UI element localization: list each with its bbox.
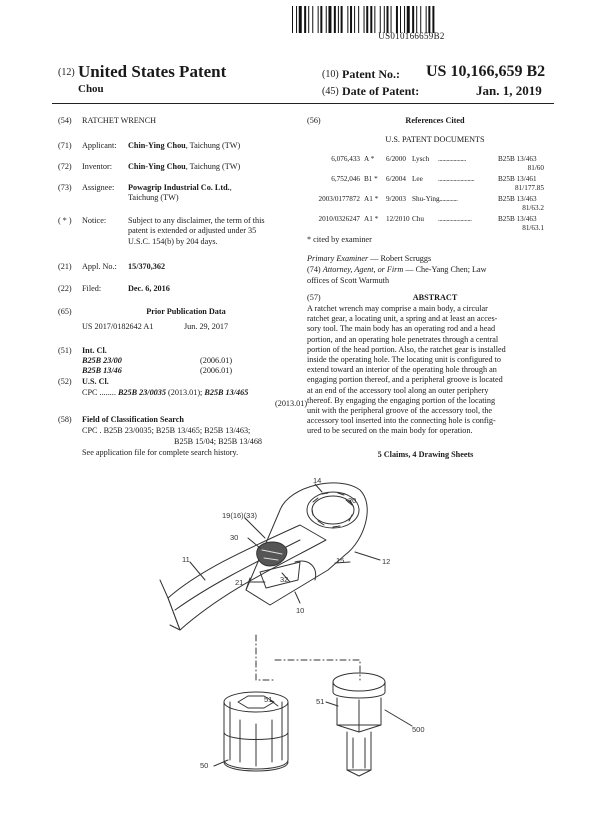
assignee-comma: ,: [229, 183, 232, 192]
inventor-label: Inventor:: [82, 162, 113, 171]
ref-class-secondary: 81/63.1: [522, 224, 544, 232]
int-cl-year: (2006.01): [200, 356, 233, 365]
prior-pub-number: US 2017/0182642 A1: [82, 322, 154, 331]
cited-note: * cited by examiner: [307, 235, 372, 244]
reference-row: [308, 155, 548, 175]
ref-name: Chu: [412, 215, 424, 223]
date-label: Date of Patent:: [342, 84, 420, 98]
ref-number: 6,752,046: [331, 175, 360, 183]
abstract-line: ratchet gear, a locating unit, a spring and at least an acces-: [307, 314, 498, 324]
ref-name: Lysch: [412, 155, 430, 163]
ref-dots: ....................: [438, 155, 466, 163]
ref-label: 20: [348, 496, 357, 505]
assignee-label: Assignee:: [82, 183, 115, 192]
barcode-bar: [318, 6, 319, 33]
ref-number: 2010/0326247: [318, 215, 360, 223]
cpc-year: (2013.01);: [168, 388, 203, 397]
assignee-value: [128, 183, 232, 204]
ref-name: Lee: [412, 175, 423, 183]
title-code: (54): [58, 116, 72, 125]
reference-row: [308, 175, 548, 195]
reference-row: [308, 215, 548, 235]
field-search-note: See application file for complete search history.: [82, 448, 239, 457]
ref-class: B25B 13/463: [498, 215, 537, 223]
attorney: [307, 265, 487, 275]
prior-pub-date: Jun. 29, 2017: [184, 322, 229, 331]
int-cl-class: B25B 13/46: [82, 366, 122, 375]
assignee-name: Powagrip Industrial Co. Ltd.: [128, 183, 230, 192]
ref-label: 51: [264, 695, 273, 704]
barcode-bar: [358, 6, 359, 33]
attorney-label: Attorney, Agent, or Firm: [322, 265, 404, 274]
ref-label: 10: [296, 606, 305, 615]
field-search-line: B25B 15/04; B25B 13/468: [174, 437, 263, 446]
int-cl-code: (51): [58, 346, 72, 355]
ref-date: 9/2003: [386, 195, 406, 203]
ref-label: 32: [280, 575, 289, 584]
abstract-line: inside the operating hole. The locating unit is configured to: [307, 355, 502, 365]
assignee-code: (73): [58, 183, 72, 192]
filed-code: (22): [58, 284, 72, 293]
ref-date: 6/2004: [386, 175, 406, 183]
ref-class-secondary: 81/60: [527, 164, 544, 172]
ref-dots: ..........................: [438, 175, 475, 183]
ref-label: 19(16)(33): [222, 511, 258, 520]
ref-label: 30: [230, 533, 239, 542]
abstract-line: at an end of the accessory tool along an outer periphery: [307, 385, 489, 395]
barcode-bar: [426, 6, 427, 33]
applicant-location: , Taichung (TW): [185, 141, 241, 150]
field-search-code: (58): [58, 415, 72, 424]
abstract-code: (57): [307, 293, 321, 302]
int-cl-year: (2006.01): [200, 366, 233, 375]
notice-line: patent is extended or adjusted under 35: [128, 226, 257, 236]
barcode-bar: [312, 6, 313, 33]
barcode-bar: [304, 6, 306, 33]
reference-list: [308, 155, 548, 235]
ref-label: 15: [336, 556, 345, 565]
barcode-bar: [432, 6, 434, 33]
barcode-bar: [334, 6, 336, 33]
abstract-line: A ratchet wrench may comprise a main body, a circular: [307, 304, 488, 313]
cpc-year: (2013.01): [275, 399, 308, 408]
ref-class-secondary: 81/177.85: [515, 184, 544, 192]
cpc-prefix: CPC ........: [82, 388, 116, 397]
ref-number: 2003/0177872: [318, 195, 360, 203]
notice-text: [128, 216, 265, 247]
ref-dots: ..............: [438, 195, 458, 203]
barcode-bar: [384, 6, 385, 33]
refs-subheading: U.S. PATENT DOCUMENTS: [385, 135, 485, 144]
inventor-value: [128, 162, 240, 172]
barcode-bar: [350, 6, 352, 33]
ref-kind: A *: [364, 155, 375, 163]
ref-class: B25B 13/463: [498, 155, 537, 163]
examiner: [307, 254, 431, 264]
inventor-name: Chin-Ying Chou: [128, 162, 186, 171]
abstract-line: unit with the peripheral groove of the accessory tool, the: [307, 406, 493, 416]
ref-dots: ........................: [438, 215, 472, 223]
applicant-code: (71): [58, 141, 72, 150]
barcode-number: US010166659B2: [378, 31, 445, 41]
barcode-bar: [420, 6, 421, 33]
notice-line: Subject to any disclaimer, the term of this: [128, 216, 265, 225]
country-code: (12): [58, 67, 75, 78]
barcode: [292, 6, 531, 33]
barcode-bar: [308, 6, 309, 33]
barcode-bar: [299, 6, 302, 33]
claims-summary: 5 Claims, 4 Drawing Sheets: [377, 450, 474, 459]
attorney-code: (74): [307, 265, 321, 274]
cpc-class: B25B 23/0035: [117, 388, 166, 397]
ref-label: 11: [182, 555, 190, 564]
barcode-bar: [328, 6, 331, 33]
inventor-location: , Taichung (TW): [185, 162, 241, 171]
filed-label: Filed:: [82, 284, 102, 293]
barcode-bar: [354, 6, 355, 33]
barcode-bar: [370, 6, 372, 33]
applicant-label: Applicant:: [82, 141, 117, 150]
int-cl-class: B25B 23/00: [82, 356, 122, 365]
patent-no-label: Patent No.:: [342, 67, 400, 81]
field-search-line: CPC . B25B 23/0035; B25B 13/465; B25B 13/463;: [82, 426, 251, 435]
invention-title: RATCHET WRENCH: [82, 116, 157, 125]
refs-heading: References Cited: [405, 116, 465, 125]
reference-row: [308, 195, 548, 215]
applicant-name: Chin-Ying Chou: [128, 141, 186, 150]
abstract-line: extend toward an interior of the operating hole through an: [307, 365, 497, 375]
int-cl-label: Int. Cl.: [82, 346, 107, 355]
applicant-value: [128, 141, 240, 151]
barcode-bar: [366, 6, 368, 33]
barcode-bar: [341, 6, 343, 33]
patent-drawing: [150, 470, 460, 795]
abstract-line: sory tool. The main body has an operating rod and a head: [307, 324, 496, 334]
barcode-bar: [412, 6, 414, 33]
date-of-patent: Jan. 1, 2019: [476, 83, 542, 98]
barcode-bar: [396, 6, 398, 33]
barcode-bar: [400, 6, 401, 33]
ref-label: 21: [235, 578, 244, 587]
ref-kind: A1 *: [364, 195, 379, 203]
ref-kind: B1 *: [364, 175, 378, 183]
ref-kind: A1 *: [364, 215, 379, 223]
ref-date: 6/2000: [386, 155, 406, 163]
ref-number: 6,076,433: [331, 155, 360, 163]
barcode-bar: [404, 6, 405, 33]
notice-code: ( * ): [58, 216, 72, 225]
abstract-line: engaging portion thereof, and a peripheral groove is located: [307, 375, 503, 385]
abstract-text: [307, 304, 544, 437]
ref-label: 51: [316, 697, 325, 706]
ref-label: 12: [382, 557, 391, 566]
prior-pub-heading: Prior Publication Data: [146, 307, 226, 316]
examiner-name: — Robert Scruggs: [368, 254, 432, 263]
barcode-bar: [320, 6, 322, 33]
abstract-line: thereof. By engaging the engaging portion of the locating: [307, 395, 496, 405]
ref-class: B25B 13/461: [498, 175, 537, 183]
barcode-bar: [416, 6, 417, 33]
barcode-bar: [391, 6, 392, 33]
ref-label: 50: [200, 761, 209, 770]
attorney-continuation: offices of Scott Warmuth: [307, 276, 390, 285]
ref-label: 500: [412, 725, 425, 734]
barcode-bar: [326, 6, 327, 33]
filed-date: Dec. 6, 2016: [128, 284, 170, 293]
barcode-bar: [374, 6, 375, 33]
barcode-bar: [380, 6, 381, 33]
us-cl-cpc: [82, 388, 344, 398]
field-search-label: Field of Classification Search: [82, 415, 184, 424]
refs-code: (56): [307, 116, 321, 125]
inventor-code: (72): [58, 162, 72, 171]
us-cl-code: (52): [58, 377, 72, 386]
ref-name: Shu-Ying: [412, 195, 440, 203]
header-rule: [52, 103, 554, 104]
ref-class-secondary: 81/63.2: [522, 204, 544, 212]
appl-label: Appl. No.:: [82, 262, 117, 271]
abstract-line: ured to be secured on the main body for operation.: [307, 426, 473, 436]
patent-number: US 10,166,659 B2: [426, 63, 546, 80]
us-cl-label: U.S. Cl.: [82, 377, 109, 386]
appl-code: (21): [58, 262, 72, 271]
barcode-bar: [347, 6, 348, 33]
abstract-heading: ABSTRACT: [412, 293, 458, 302]
prior-pub-code: (65): [58, 307, 72, 316]
abstract-line: portion, and an operating hole penetrates through a central: [307, 334, 499, 344]
attorney-value: — Che-Yang Chen; Law: [403, 265, 487, 274]
barcode-bar: [338, 6, 339, 33]
barcode-bar: [364, 6, 365, 33]
appl-number: 15/370,362: [128, 262, 166, 271]
assignee-location: Taichung (TW): [128, 193, 179, 203]
notice-label: Notice:: [82, 216, 107, 225]
examiner-label: Primary Examiner: [307, 254, 369, 263]
barcode-bar: [407, 6, 410, 33]
ref-date: 12/2010: [386, 215, 410, 223]
barcode-bar: [428, 6, 430, 33]
ref-class: B25B 13/463: [498, 195, 537, 203]
inventor-surname: Chou: [78, 83, 104, 95]
abstract-line: portion of the head portion. Also, the ratchet gear is installed: [307, 344, 506, 354]
barcode-bar: [292, 6, 293, 33]
date-code: (45): [322, 86, 339, 97]
patent-type-title: United States Patent: [78, 62, 227, 81]
notice-line: U.S.C. 154(b) by 204 days.: [128, 236, 218, 246]
cpc-class: B25B 13/465: [204, 388, 249, 397]
patent-no-code: (10): [322, 69, 339, 80]
barcode-bar: [387, 6, 389, 33]
barcode-bar: [296, 6, 297, 33]
abstract-line: accessory tool inserted into the connecting hole is config-: [307, 416, 496, 426]
ref-label: 14: [313, 476, 322, 485]
